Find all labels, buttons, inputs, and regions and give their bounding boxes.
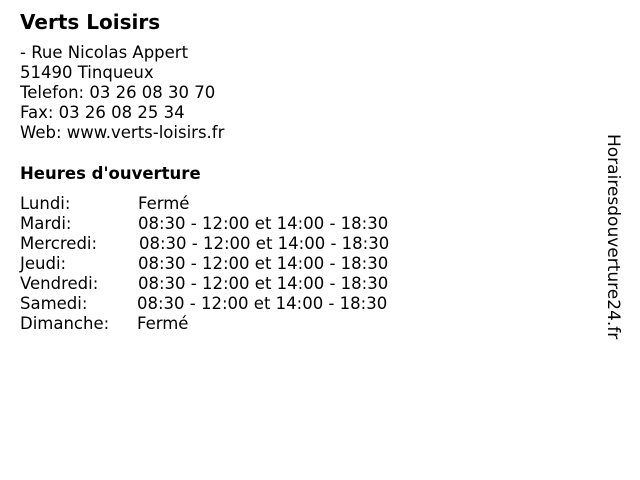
time-value: 08:30 - 12:00 et 14:00 - 18:30 xyxy=(138,274,389,293)
phone-number: Telefon: 03 26 08 30 70 xyxy=(20,83,216,102)
day-label: Samedi: xyxy=(20,294,88,313)
opening-hours-heading: Heures d'ouverture xyxy=(20,164,201,183)
time-value: 08:30 - 12:00 et 14:00 - 18:30 xyxy=(139,234,390,253)
time-value: 08:30 - 12:00 et 14:00 - 18:30 xyxy=(138,254,389,273)
time-value: Fermé xyxy=(138,194,190,213)
contact-block xyxy=(20,43,224,143)
day-label: Dimanche: xyxy=(20,314,110,333)
site-watermark: Horairesdouverture24.fr xyxy=(603,134,623,340)
postal-city: 51490 Tinqueux xyxy=(20,63,154,82)
day-label: Lundi: xyxy=(20,194,71,213)
time-value: Fermé xyxy=(137,314,189,333)
day-label: Vendredi: xyxy=(20,274,99,293)
day-label: Jeudi: xyxy=(20,254,67,273)
day-label: Mardi: xyxy=(20,214,72,233)
time-value: 08:30 - 12:00 et 14:00 - 18:30 xyxy=(138,214,389,233)
time-value: 08:30 - 12:00 et 14:00 - 18:30 xyxy=(137,294,388,313)
fax-number: Fax: 03 26 08 25 34 xyxy=(20,103,185,122)
day-label: Mercredi: xyxy=(20,234,98,253)
business-name: Verts Loisirs xyxy=(20,10,161,34)
website-link[interactable]: Web: www.verts-loisirs.fr xyxy=(20,123,225,142)
street-address: - Rue Nicolas Appert xyxy=(20,43,189,62)
